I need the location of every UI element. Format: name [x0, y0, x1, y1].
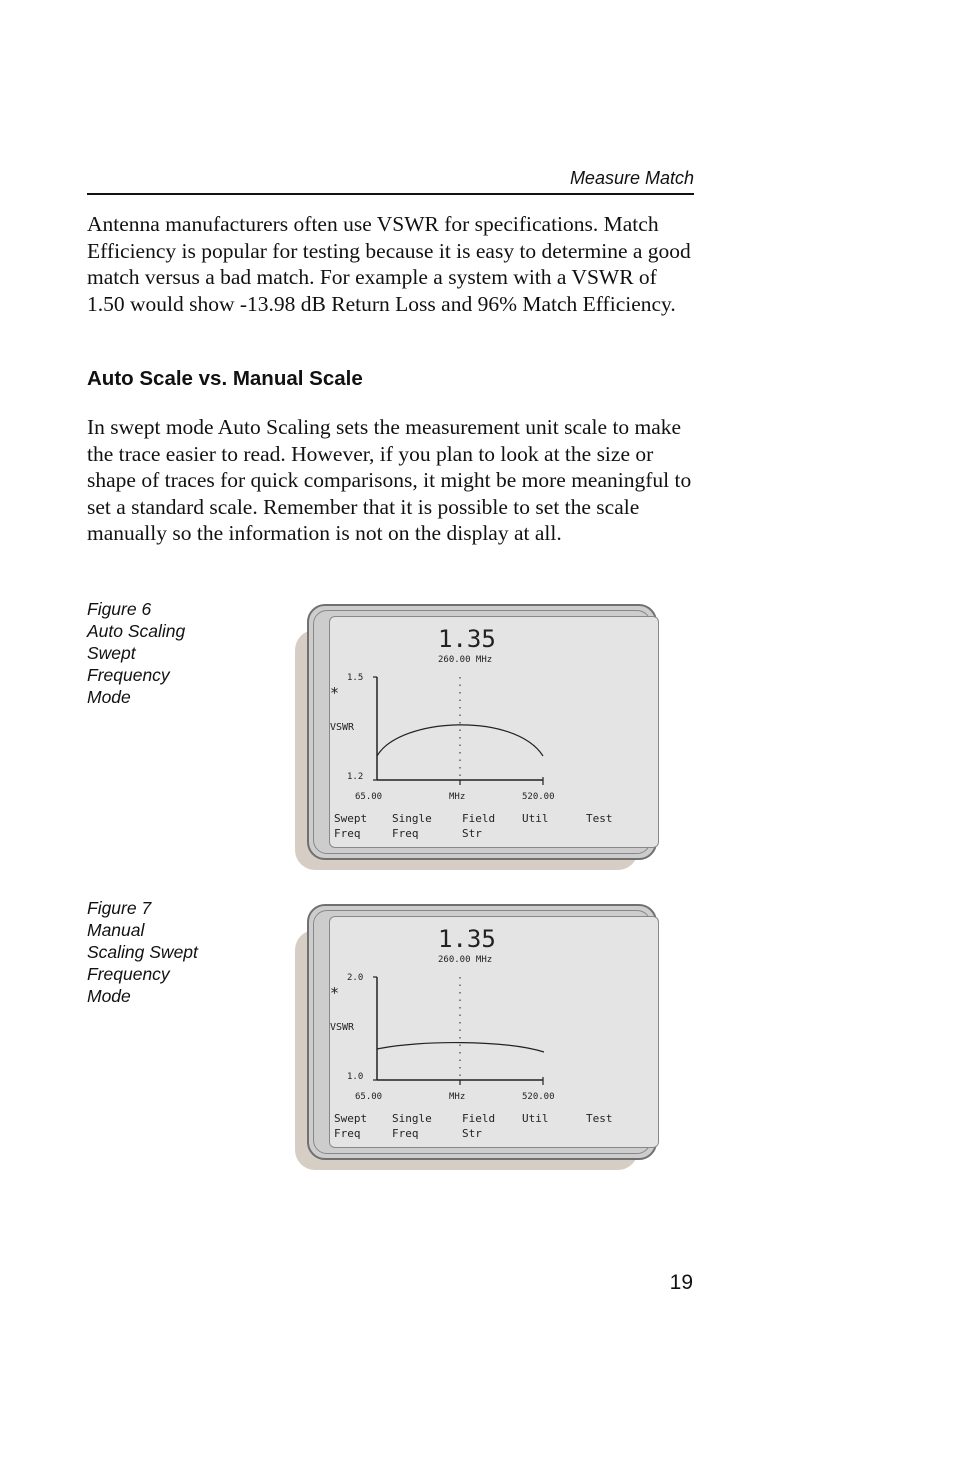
caption-line: Swept [87, 643, 136, 663]
marker-frequency: 260.00 MHz [438, 955, 493, 965]
running-header: Measure Match [569, 168, 694, 188]
softkey-swept-freq-line2: Freq [334, 827, 361, 840]
figure-7-caption [87, 897, 227, 1007]
softkey-swept-freq: Swept [334, 1112, 368, 1125]
x-axis-start: 65.00 [355, 792, 383, 802]
softkey-field-str: Field [462, 812, 496, 825]
body-paragraph-auto-scaling: In swept mode Auto Scaling sets the measurement unit scale to make the trace easier to read. However, if you plan to look at the size or shape of traces for quick comparisons, it might be more meaningful to set a standard scale. Remember that it is possible to set the scale manually so the information is not on the display at all. [87, 415, 692, 545]
softkey-field-str-line2: Str [462, 827, 482, 840]
caption-line: Scaling Swept [87, 942, 198, 962]
softkey-test: Test [586, 812, 613, 825]
lcd-graphics [330, 617, 660, 849]
y-axis-bottom-value: 1.2 [347, 772, 364, 782]
lcd-graphics [330, 917, 660, 1149]
y-axis-top-value: 2.0 [347, 973, 364, 983]
lcd-screen [329, 616, 659, 848]
softkey-single-freq: Single [392, 812, 432, 825]
page-number: 19 [669, 1271, 693, 1294]
device-bezel [307, 904, 657, 1160]
softkey-util: Util [522, 812, 549, 825]
softkey-field-str: Field [462, 1112, 496, 1125]
softkey-field-str-line2: Str [462, 1127, 482, 1140]
caption-line: Mode [87, 986, 131, 1006]
figure-6-instrument-display [295, 604, 660, 872]
lcd-screen [329, 916, 659, 1148]
section-heading: Auto Scale vs. Manual Scale [87, 367, 363, 390]
figure-7-instrument-display [295, 904, 660, 1172]
x-axis-unit: MHz [449, 792, 466, 802]
caption-line: Frequency [87, 665, 170, 685]
caption-line: Frequency [87, 964, 170, 984]
marker-frequency: 260.00 MHz [438, 655, 493, 665]
softkey-util: Util [522, 1112, 549, 1125]
device-bezel [307, 604, 657, 860]
softkey-single-freq: Single [392, 1112, 432, 1125]
marker-asterisk: * [330, 984, 340, 1002]
y-axis-label: VSWR [330, 1022, 355, 1033]
softkey-single-freq-line2: Freq [392, 1127, 419, 1140]
softkey-single-freq-line2: Freq [392, 827, 419, 840]
caption-line: Manual [87, 920, 145, 940]
caption-line: Figure 7 [87, 898, 152, 918]
vswr-trace [377, 1043, 544, 1052]
vswr-reading: 1.35 [438, 625, 496, 653]
x-axis-unit: MHz [449, 1092, 466, 1102]
caption-line: Mode [87, 687, 131, 707]
x-axis-start: 65.00 [355, 1092, 383, 1102]
y-axis-bottom-value: 1.0 [347, 1072, 364, 1082]
caption-line: Figure 6 [87, 599, 152, 619]
marker-asterisk: * [330, 684, 340, 702]
body-paragraph-vswr: Antenna manufacturers often use VSWR for specifications. Match Efficiency is popular for testing because it is easy to determine a good match versus a bad match. For example a system with a VSWR of 1.50 would show -13.98 dB Return Loss and 96% Match Efficiency. [87, 212, 691, 316]
header-rule [87, 193, 694, 195]
softkey-test: Test [586, 1112, 613, 1125]
softkey-swept-freq: Swept [334, 812, 368, 825]
vswr-reading: 1.35 [438, 925, 496, 953]
y-axis-top-value: 1.5 [347, 673, 364, 683]
caption-line: Auto Scaling [87, 621, 186, 641]
x-axis-end: 520.00 [522, 792, 555, 802]
softkey-swept-freq-line2: Freq [334, 1127, 361, 1140]
x-axis-end: 520.00 [522, 1092, 555, 1102]
figure-6-caption [87, 598, 227, 708]
y-axis-label: VSWR [330, 722, 355, 733]
